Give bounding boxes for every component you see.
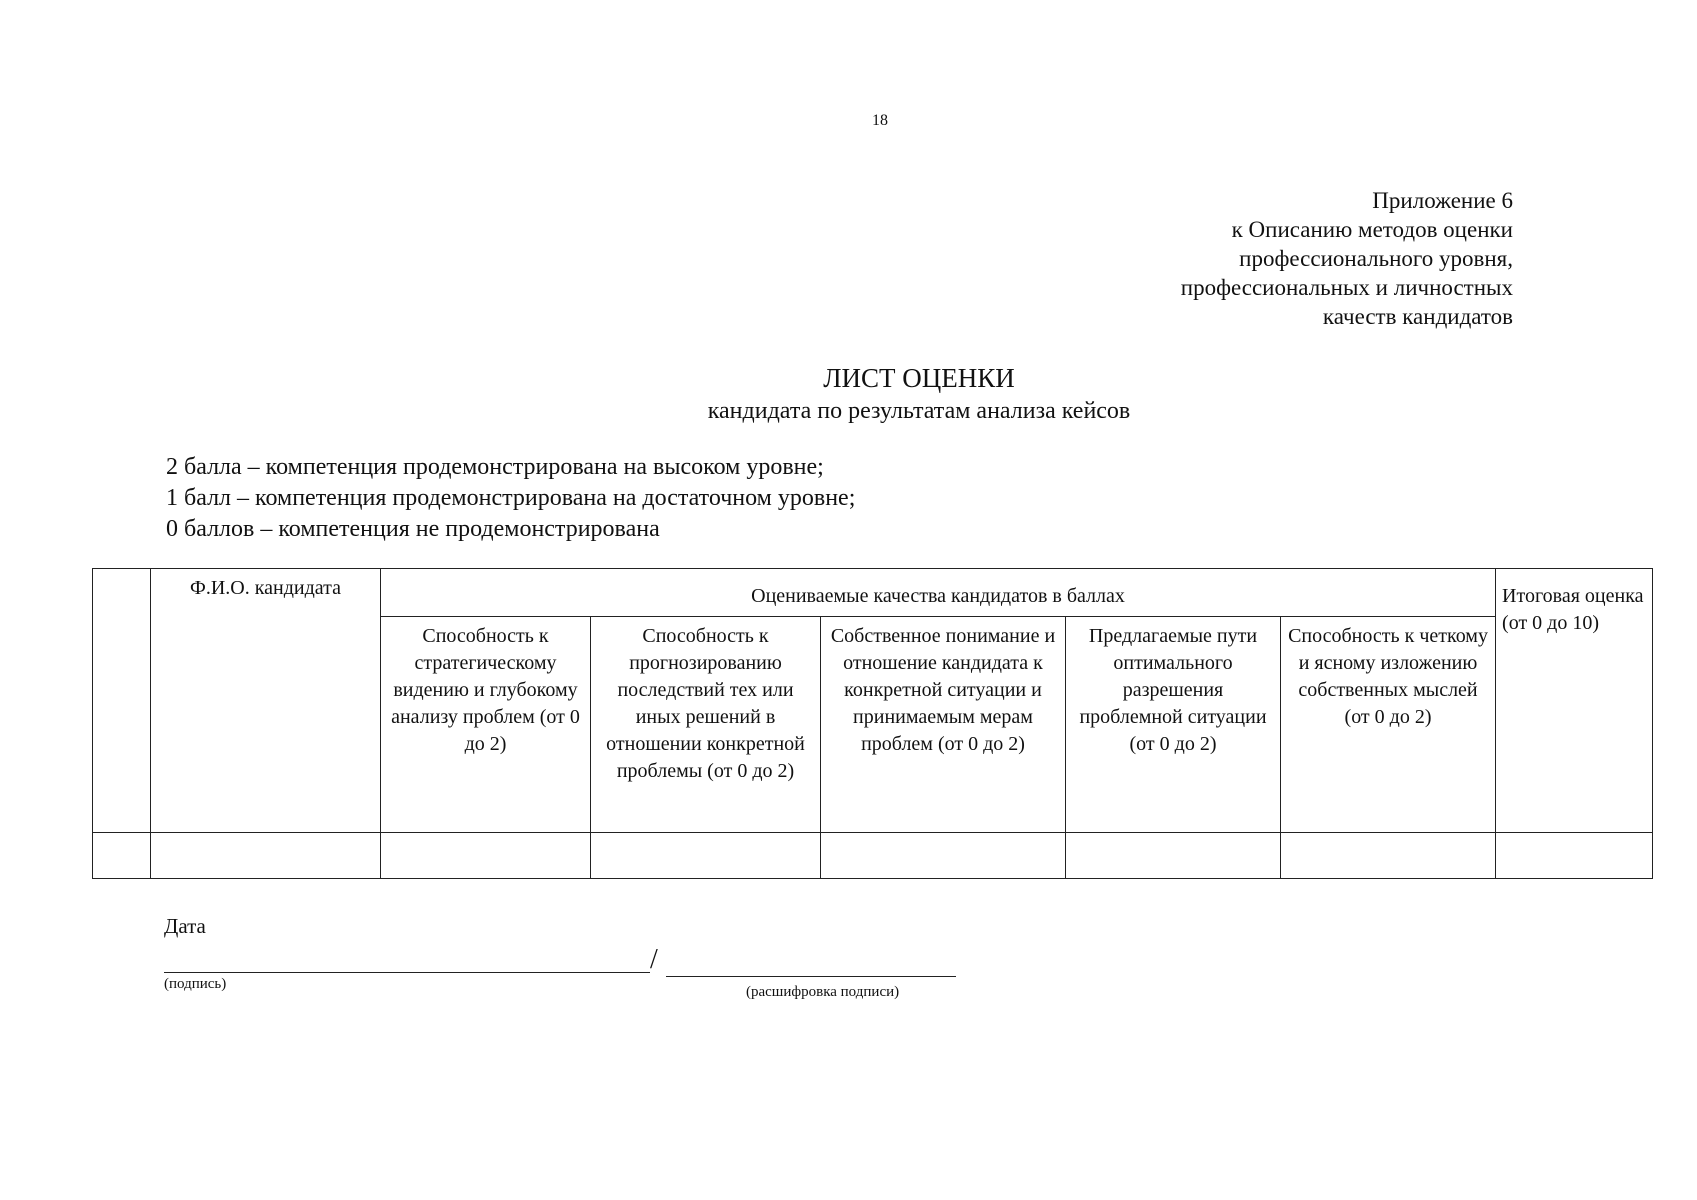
appendix-line: качеств кандидатов [1322,304,1513,329]
criterion-header: Собственное понимание и отношение кандидата к конкретной ситуации и принимаемым мерам проблем (от 0 до 2) [821,617,1066,833]
appendix-line: профессионального уровня, [1239,246,1513,271]
appendix-line: Приложение 6 [1372,188,1513,213]
score-cell[interactable] [1281,833,1496,879]
header-row [93,569,1653,617]
appendix-line: профессиональных и личностных [1180,275,1513,300]
score-cell[interactable] [821,833,1066,879]
total-score-header: Итоговая оценка (от 0 до 10) [1496,569,1653,833]
date-label: Дата [164,914,206,938]
scoring-legend [166,452,855,545]
document-subtitle: кандидата по результатам анализа кейсов [707,398,1131,424]
signature-decode-line[interactable] [666,976,956,977]
evaluation-table [92,568,1653,879]
fio-cell[interactable] [151,833,381,879]
signature-decode-caption: (расшифровка подписи) [746,984,900,1000]
criterion-header: Предлагаемые пути оптимального разрешения проблемной ситуации (от 0 до 2) [1066,617,1281,833]
appendix-line: к Описанию методов оценки [1231,217,1513,242]
signature-line[interactable] [164,972,650,973]
index-header-cell [93,569,151,833]
criterion-header: Способность к четкому и ясному изложению собственных мыслей (от 0 до 2) [1281,617,1496,833]
legend-item: 2 балла – компетенция продемонстрирована на высоком уровне; [166,454,824,480]
score-cell[interactable] [591,833,821,879]
score-cell[interactable] [381,833,591,879]
legend-item: 1 балл – компетенция продемонстрирована на достаточном уровне; [166,485,856,511]
criterion-header: Способность к стратегическому видению и глубокому анализу проблем (от 0 до 2) [381,617,591,833]
qualities-group-header: Оцениваемые качества кандидатов в баллах [381,569,1496,617]
score-cell[interactable] [1066,833,1281,879]
legend-item: 0 баллов – компетенция не продемонстрирована [166,516,660,542]
total-score-cell[interactable] [1496,833,1653,879]
signature-separator: / [650,944,658,975]
index-cell[interactable] [93,833,151,879]
fio-header: Ф.И.О. кандидата [151,569,381,833]
page-number: 18 [872,112,888,129]
signature-caption: (подпись) [164,976,227,992]
appendix-note [1181,186,1513,331]
criterion-header: Способность к прогнозированию последствий тех или иных решений в отношении конкретной проблемы (от 0 до 2) [591,617,821,833]
candidate-row [93,833,1653,879]
document-title: ЛИСТ ОЦЕНКИ [823,363,1015,393]
